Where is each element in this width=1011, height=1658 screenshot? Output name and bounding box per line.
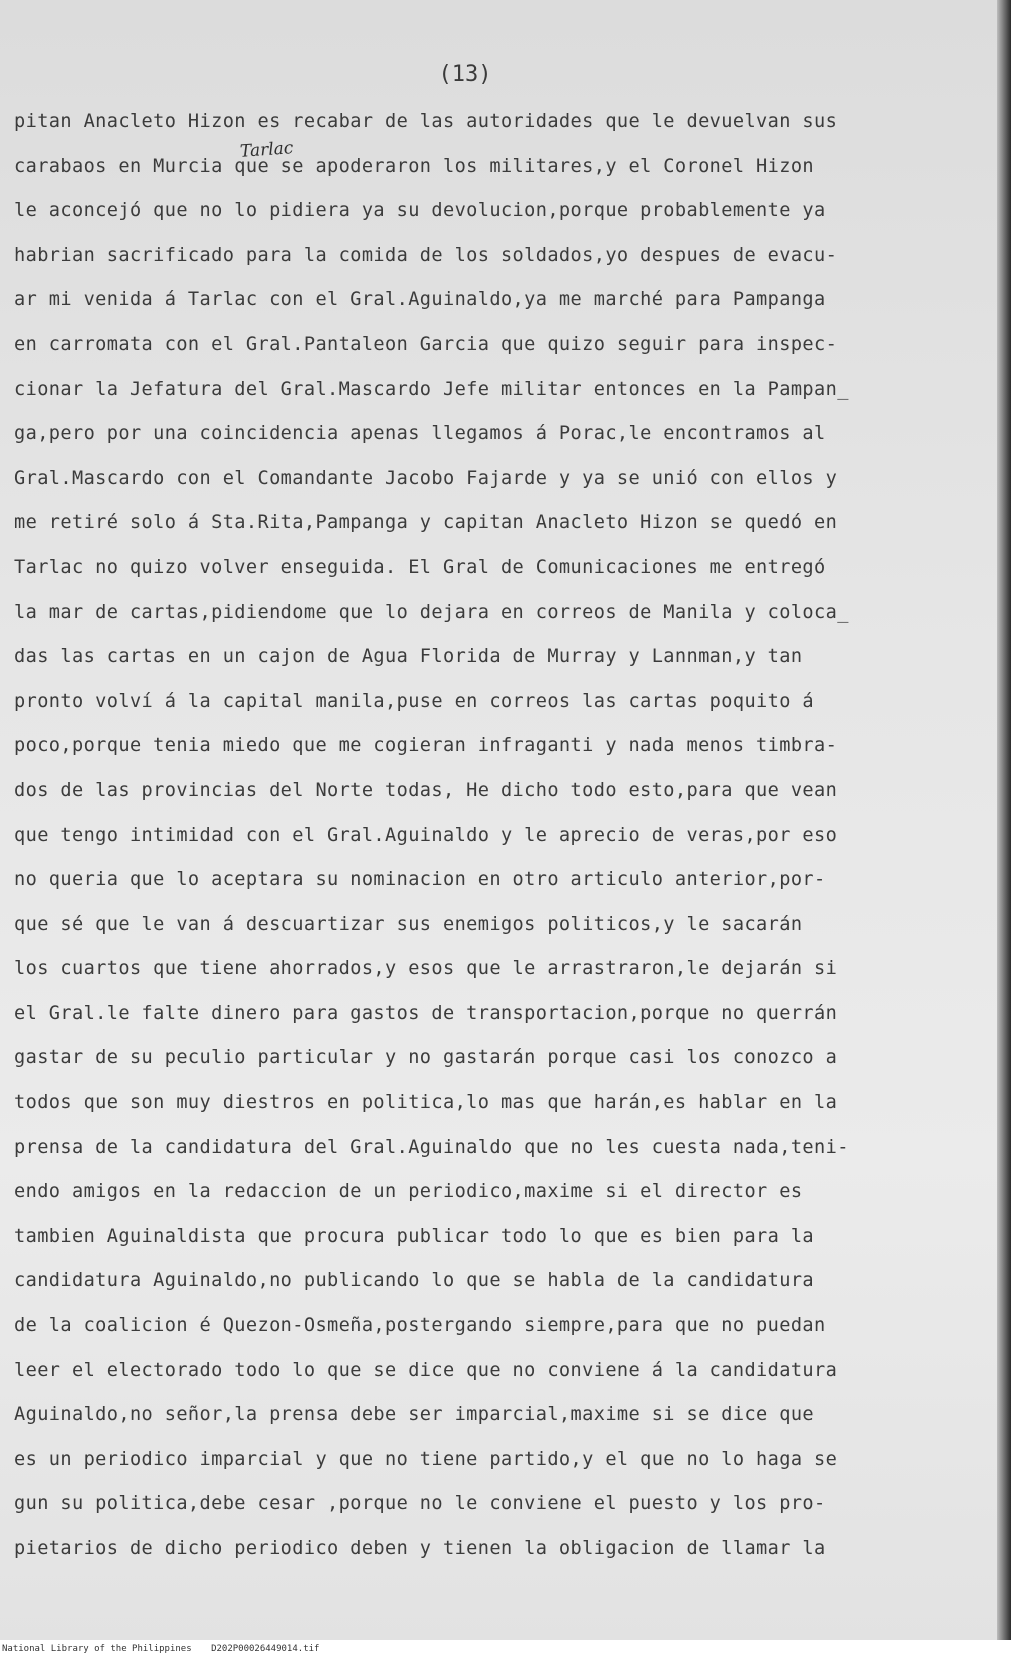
- text-line: la mar de cartas,pidiendome que lo dejara en correos de Manila y coloca_: [14, 601, 849, 623]
- text-line: leer el electorado todo lo que se dice que no conviene á la candidatura: [14, 1359, 838, 1381]
- text-line: tambien Aguinaldista que procura publicar todo lo que es bien para la: [14, 1225, 815, 1247]
- text-line: Gral.Mascardo con el Comandante Jacobo Fajarde y ya se unió con ellos y: [14, 467, 838, 489]
- text-line: Tarlac no quizo volver enseguida. El Gral de Comunicaciones me entregó: [14, 556, 826, 578]
- text-line: endo amigos en la redaccion de un periodico,maxime si el director es: [14, 1181, 803, 1203]
- text-line: pitan Anacleto Hizon es recabar de las autoridades que le devuelvan sus: [14, 111, 838, 132]
- page-number: (13): [438, 62, 492, 87]
- text-line: carabaos en Murcia que se apoderaron los militares,y el Coronel Hizon: [14, 155, 815, 177]
- text-line: es un periodico imparcial y que no tiene partido,y el que no lo haga se: [14, 1448, 838, 1470]
- text-line: dos de las provincias del Norte todas, He dicho todo esto,para que vean: [14, 779, 838, 801]
- text-line: el Gral.le falte dinero para gastos de transportacion,porque no querrán: [14, 1002, 838, 1024]
- scan-edge-shadow: [997, 0, 1011, 1640]
- text-line: ga,pero por una coincidencia apenas llegamos á Porac,le encontramos al: [14, 423, 826, 445]
- text-line: gun su politica,debe cesar ,porque no le conviene el puesto y los pro-: [14, 1493, 826, 1515]
- text-line: ar mi venida á Tarlac con el Gral.Aguinaldo,ya me marché para Pampanga: [14, 289, 826, 311]
- text-line: das las cartas en un cajon de Agua Florida de Murray y Lannman,y tan: [14, 646, 803, 668]
- document-body: [14, 100, 989, 1572]
- text-line: en carromata con el Gral.Pantaleon Garcia que quizo seguir para inspec-: [14, 333, 838, 355]
- text-line: de la coalicion é Quezon-Osmeña,postergando siempre,para que no puedan: [14, 1315, 826, 1337]
- text-line: no queria que lo aceptara su nominacion en otro articulo anterior,por-: [14, 869, 826, 891]
- text-line: me retiré solo á Sta.Rita,Pampanga y capitan Anacleto Hizon se quedó en: [14, 512, 838, 534]
- handwritten-annotation: Tarlac: [239, 138, 295, 162]
- text-line: todos que son muy diestros en politica,lo mas que harán,es hablar en la: [14, 1092, 838, 1114]
- text-line: le aconcejó que no lo pidiera ya su devolucion,porque probablemente ya: [14, 200, 826, 222]
- scan-footer: [0, 1640, 1011, 1658]
- text-line: pietarios de dicho periodico deben y tienen la obligacion de llamar la: [14, 1538, 826, 1559]
- text-line: pronto volví á la capital manila,puse en correos las cartas poquito á: [14, 690, 815, 712]
- text-line: Aguinaldo,no señor,la prensa debe ser imparcial,maxime si se dice que: [14, 1404, 815, 1426]
- text-line: poco,porque tenia miedo que me cogieran infraganti y nada menos timbra-: [14, 735, 838, 757]
- text-line: los cuartos que tiene ahorrados,y esos que le arrastraron,le dejarán si: [14, 958, 838, 980]
- text-line: gastar de su peculio particular y no gastarán porque casi los conozco a: [14, 1047, 838, 1069]
- text-line: que sé que le van á descuartizar sus enemigos politicos,y le sacarán: [14, 913, 803, 935]
- text-line: candidatura Aguinaldo,no publicando lo que se habla de la candidatura: [14, 1270, 815, 1292]
- text-line: prensa de la candidatura del Gral.Aguinaldo que no les cuesta nada,teni-: [14, 1136, 849, 1158]
- footer-filename: D202P00026449014.tif: [211, 1644, 320, 1654]
- text-line: que tengo intimidad con el Gral.Aguinaldo y le aprecio de veras,por eso: [14, 824, 838, 846]
- text-line: cionar la Jefatura del Gral.Mascardo Jefe militar entonces en la Pampan_: [14, 378, 849, 400]
- text-line: habrian sacrificado para la comida de los soldados,yo despues de evacu-: [14, 244, 838, 266]
- footer-source: National Library of the Philippines: [2, 1644, 192, 1654]
